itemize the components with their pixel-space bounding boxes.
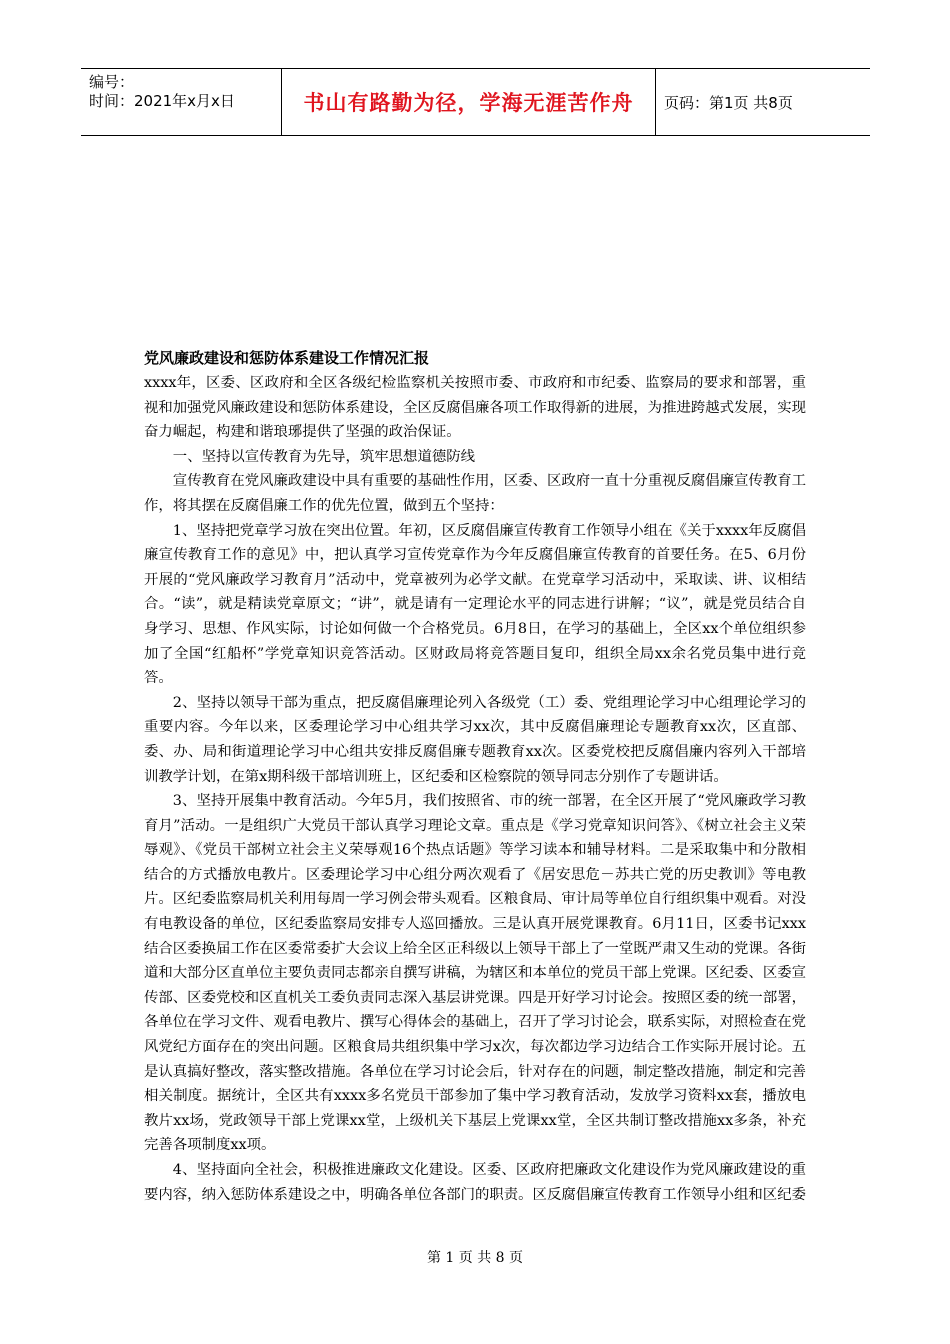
header-page-info: 页码：第1页 共8页 — [664, 93, 793, 112]
paragraph: 3、坚持开展集中教育活动。今年5月，我们按照省、市的统一部署，在全区开展了“党风廉政学习教育月”活动。一是组织广大党员干部认真学习理论文章。重点是《学习党章知识问答》、《树立社会主义荣辱观》、《党员干部树立社会主义荣辱观16个热点话题》等学习读本和辅导材料。二是采取集中和分散相结合的方式播放电教片。区委理论学习中心组分两次观看了《居安思危－苏共亡党的历史教训》等电教片。区纪委监察局机关利用每周一学习例会带头观看。区粮食局、审计局等单位自行组织集中观看。对没有电教设备的单位，区纪委监察局安排专人巡回播放。三是认真开展党课教育。6月11日，区委书记xxx结合区委换届工作在区委常委扩大会议上给全区正科级以上领导干部上了一堂既严肃又生动的党课。各街道和大部分区直单位主要负责同志都亲自撰写讲稿，为辖区和本单位的党员干部上党课。区纪委、区委宣传部、区委党校和区直机关工委负责同志深入基层讲党课。四是开好学习讨论会。按照区委的统一部署，各单位在学习文件、观看电教片、撰写心得体会的基础上，召开了学习讨论会，联系实际，对照检查在党风党纪方面存在的突出问题。区粮食局共组织集中学习x次，每次都边学习边结合工作实际开展讨论。五是认真搞好整改，落实整改措施。各单位在学习讨论会后，针对存在的问题，制定整改措施，制定和完善相关制度。据统计，全区共有xxxx多名党员干部参加了集中学习教育活动，发放学习资料xx套，播放电教片xx场，党政领导干部上党课xx堂，上级机关下基层上党课xx堂，全区共制订整改措施xx多条，补充完善各项制度xx项。 — [144, 793, 806, 1154]
paragraph: 宣传教育在党风廉政建设中具有重要的基础性作用，区委、区政府一直十分重视反腐倡廉宣传教育工作，将其摆在反腐倡廉工作的优先位置，做到五个坚持： — [144, 473, 806, 514]
document-body — [144, 371, 806, 1207]
number-label: 编号： — [89, 73, 135, 91]
section-heading: 一、坚持以宣传教育为先导，筑牢思想道德防线 — [172, 448, 476, 465]
date-line: 时间：2021年x月x日 — [89, 92, 235, 110]
page-footer: 第 1 页 共 8 页 — [426, 1250, 524, 1266]
page-header — [81, 68, 870, 136]
header-meta — [81, 69, 282, 135]
paragraph: xxxx年，区委、区政府和全区各级纪检监察机关按照市委、市政府和市纪委、监察局的要求和部署，重视和加强党风廉政建设和惩防体系建设，全区反腐倡廉各项工作取得新的进展，为推进跨越式发展，实现奋力崛起，构建和谐琅琊提供了坚强的政治保证。 — [144, 375, 806, 441]
paragraph: 2、坚持以领导干部为重点，把反腐倡廉理论列入各级党（工）委、党组理论学习中心组理论学习的重要内容。今年以来，区委理论学习中心组共学习xx次，其中反腐倡廉理论专题教育xx次，区直部、委、办、局和街道理论学习中心组共安排反腐倡廉专题教育xx次。区委党校把反腐倡廉内容列入干部培训教学计划，在第x期科级干部培训班上，区纪委和区检察院的领导同志分别作了专题讲话。 — [144, 694, 806, 785]
document-title: 党风廉政建设和惩防体系建设工作情况汇报 — [144, 349, 430, 367]
paragraph: 4、坚持面向全社会，积极推进廉政文化建设。区委、区政府把廉政文化建设作为党风廉政建设的重要内容，纳入惩防体系建设之中，明确各单位各部门的职责。区反腐倡廉宣传教育工作领导小组和区纪委 — [144, 1162, 806, 1203]
paragraph: 1、坚持把党章学习放在突出位置。年初，区反腐倡廉宣传教育工作领导小组在《关于xxxx年反腐倡廉宣传教育工作的意见》中，把认真学习宣传党章作为今年反腐倡廉宣传教育的首要任务。在5、6月份开展的“党风廉政学习教育月”活动中，党章被列为必学文献。在党章学习活动中，采取读、讲、议相结合。“读”，就是精读党章原文；“讲”，就是请有一定理论水平的同志进行讲解；“议”，就是党员结合自身学习、思想、作风实际，讨论如何做一个合格党员。6月8日，在学习的基础上，全区xx个单位组织参加了全国“红船杯”学党章知识竞答活动。区财政局将竞答题目复印，组织全局xx余名党员集中进行竞答。 — [144, 522, 806, 687]
header-motto: 书山有路勤为径，学海无涯苦作舟 — [282, 69, 656, 135]
